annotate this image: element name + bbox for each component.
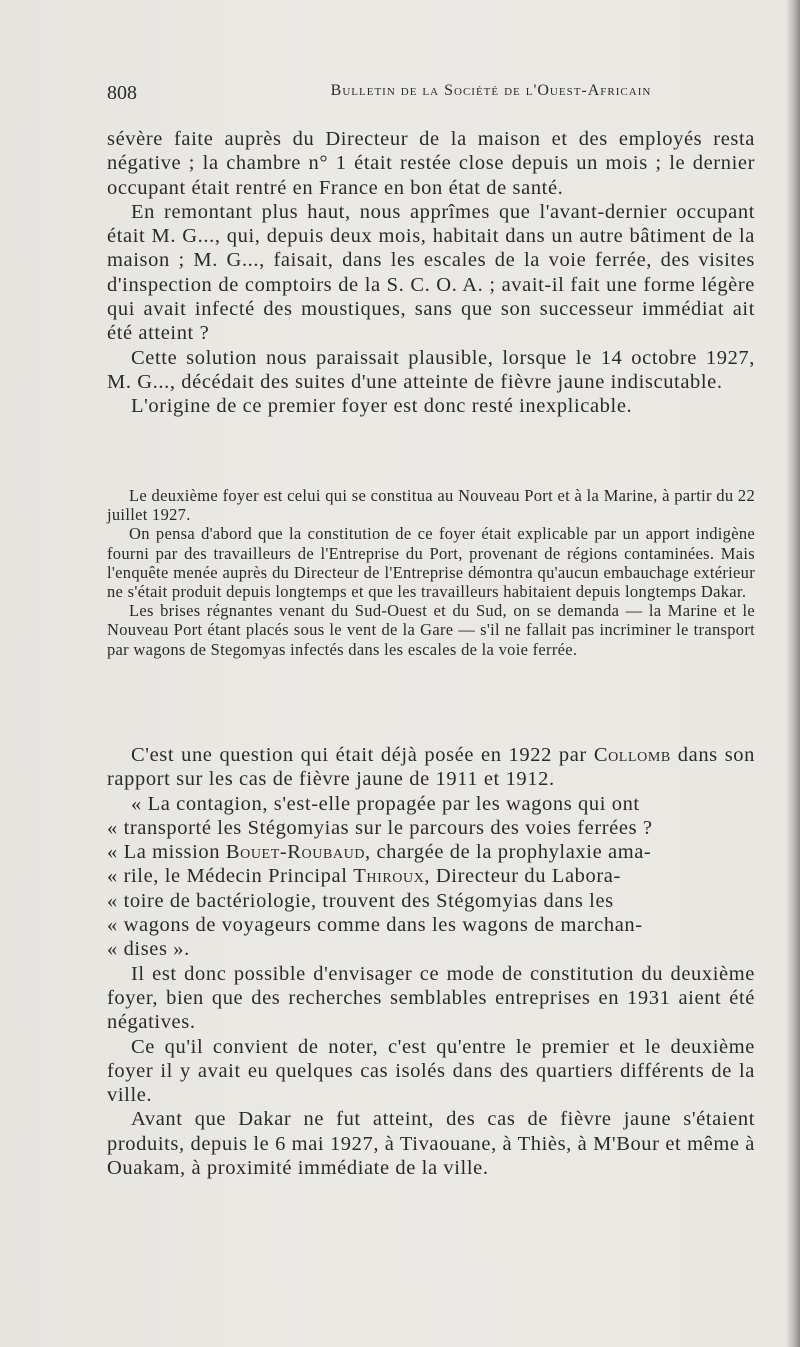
quote-line: « toire de bactériologie, trouvent des Stégomyias dans les — [107, 889, 614, 912]
page-edge-shadow — [786, 0, 800, 1347]
quote-line: « rile, le Médecin Principal Thiroux, Directeur du Labora- — [107, 865, 621, 888]
quote-line: « wagons de voyageurs comme dans les wagons de marchan- — [107, 914, 643, 937]
quote-line: « La contagion, s'est-elle propagée par les wagons qui ont — [131, 792, 640, 815]
paragraph: C'est une question qui était déjà posée en 1922 par Collomb dans son rapport sur les cas de fièvre jaune de 1911 et 1912. — [107, 744, 755, 791]
paragraph: Les brises régnantes venant du Sud-Ouest et du Sud, on se demanda — la Marine et le Nouveau Port étant placés sous le vent de la Gare — s'il ne fallait pas incriminer le transport par wagons de Stegomyas infectés dans les escales de la voie ferrée. — [107, 601, 755, 659]
paragraph: Cette solution nous paraissait plausible, lorsque le 14 octobre 1927, M. G..., décédait des suites d'une atteinte de fièvre jaune indiscutable. — [107, 346, 755, 393]
paragraph: Ce qu'il convient de noter, c'est qu'entre le premier et le deuxième foyer il y avait eu quelques cas isolés dans des quartiers différents de la ville. — [107, 1035, 755, 1107]
paragraph: sévère faite auprès du Directeur de la maison et des employés resta négative ; la chambre n° 1 était restée close depuis un mois ; le dernier occupant était rentré en France en bon état de santé. — [107, 128, 755, 199]
text-block-small — [107, 486, 755, 659]
author-name: Bouet-Roubaud — [225, 841, 366, 864]
quote-line: « dises ». — [107, 938, 190, 961]
page-header — [107, 82, 755, 108]
page-number: 808 — [107, 82, 137, 104]
running-title: Bulletin de la Société de l'Ouest-Africain — [330, 82, 652, 99]
paragraph: Le deuxième foyer est celui qui se constitua au Nouveau Port et à la Marine, à partir du 22 juillet 1927. — [107, 486, 755, 525]
quotation — [107, 792, 755, 962]
text-block-2 — [107, 743, 755, 1180]
quote-line: « transporté les Stégomyias sur le parcours des voies ferrées ? — [107, 816, 653, 839]
paragraph: Il est donc possible d'envisager ce mode de constitution du deuxième foyer, bien que des recherches semblables entreprises en 1931 aient été négatives. — [107, 962, 755, 1034]
paragraph: En remontant plus haut, nous apprîmes que l'avant-dernier occupant était M. G..., qui, depuis deux mois, habitait dans un autre bâtiment de la maison ; M. G..., faisait, dans les escales de la voie ferrée, des visites d'inspection de comptoirs de la S. C. O. A. ; avait-il fait une forme légère qui avait infecté des moustiques, sans que son successeur immédiat ait été atteint ? — [107, 200, 755, 345]
author-name: Thiroux — [353, 865, 425, 888]
author-name: Collomb — [593, 744, 671, 766]
paragraph: Avant que Dakar ne fut atteint, des cas de fièvre jaune s'étaient produits, depuis le 6 mai 1927, à Tivaouane, à Thiès, à M'Bour et même à Ouakam, à proximité immédiate de la ville. — [107, 1108, 755, 1180]
paragraph: L'origine de ce premier foyer est donc resté inexplicable. — [131, 395, 633, 418]
text-block-1 — [107, 127, 755, 419]
quote-line: « La mission Bouet-Roubaud, chargée de la prophylaxie ama- — [107, 841, 652, 864]
paragraph: On pensa d'abord que la constitution de ce foyer était explicable par un apport indigène fourni par des travailleurs de l'Entreprise du Port, provenant de régions contaminées. Mais l'enquête menée auprès du Directeur de l'Entreprise démontra qu'aucun embauchage extérieur ne s'était produit depuis longtemps et que les travailleurs habitaient depuis longtemps Dakar. — [107, 524, 755, 602]
